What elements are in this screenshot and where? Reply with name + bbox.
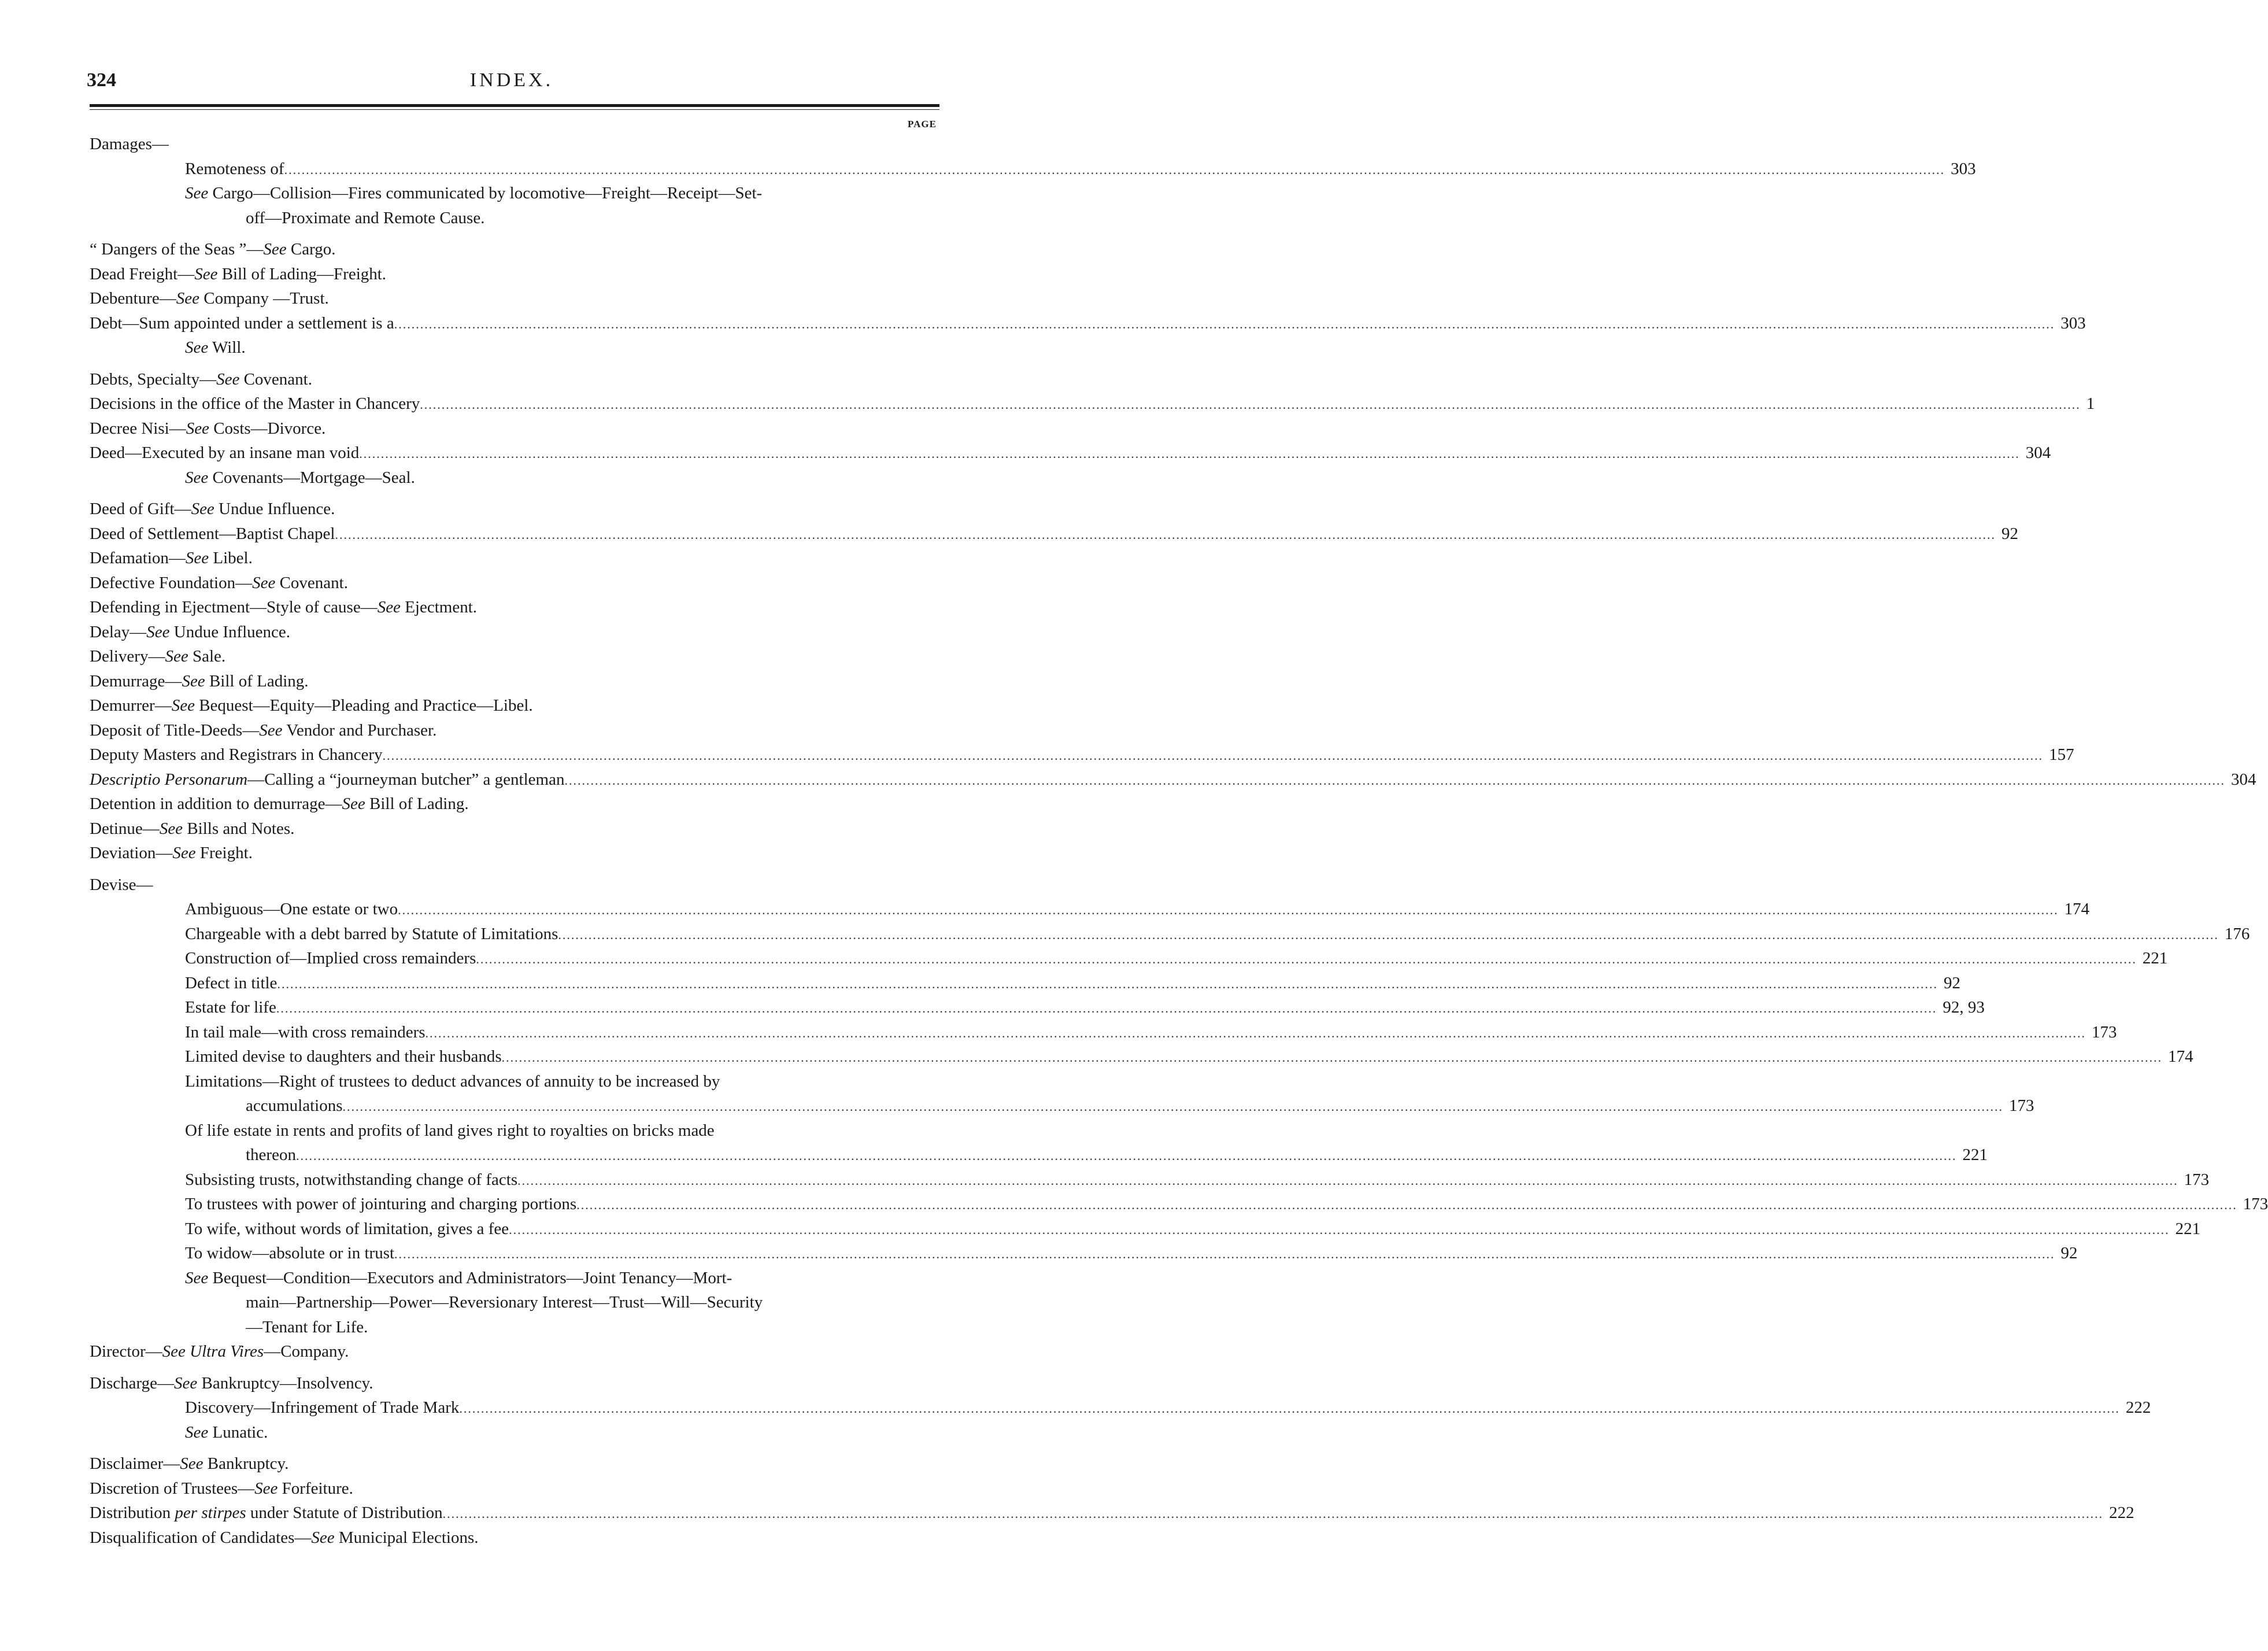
index-entry xyxy=(90,1020,2117,1045)
entry-text: Estate for life xyxy=(185,998,276,1017)
entry-text xyxy=(90,620,290,645)
entry-text xyxy=(90,522,335,546)
entry-text: Remoteness of xyxy=(185,159,284,178)
entry-text: off—Proximate and Remote Cause. xyxy=(246,208,485,227)
index-entry xyxy=(90,1094,2034,1118)
entry-tail: Covenant. xyxy=(275,573,348,592)
entry-text xyxy=(90,311,394,336)
entry-tail: Covenant. xyxy=(239,370,312,389)
index-entry xyxy=(90,286,939,311)
entry-text xyxy=(90,743,383,767)
entry-text: Debts, Specialty— xyxy=(90,370,217,389)
entry-text xyxy=(246,1290,763,1315)
entry-see: See xyxy=(311,1528,335,1547)
index-entry xyxy=(90,571,939,596)
dot-leader xyxy=(335,523,1996,548)
entry-see: See xyxy=(216,370,240,389)
entry-text xyxy=(246,1143,296,1168)
entry-tail: Vendor and Purchaser. xyxy=(282,721,437,740)
entry-see: See xyxy=(185,549,209,567)
entry-text xyxy=(90,841,253,866)
entry-text: Distribution xyxy=(90,1504,175,1522)
entry-text xyxy=(90,1526,478,1550)
index-entries xyxy=(90,132,2268,1550)
index-entry xyxy=(90,644,939,669)
entry-text: Discharge— xyxy=(90,1373,175,1393)
index-entry xyxy=(90,841,939,866)
index-entry xyxy=(90,522,2018,546)
index-entry xyxy=(90,466,939,490)
entry-see: See xyxy=(185,1423,209,1442)
entry-text xyxy=(90,644,225,669)
entry-tail: Bills and Notes. xyxy=(183,819,295,838)
entry-see: See xyxy=(146,622,170,641)
entry-text: Will. xyxy=(208,338,246,357)
index-entry xyxy=(90,1451,939,1476)
index-entry xyxy=(90,206,939,231)
entry-text xyxy=(90,391,420,416)
dot-leader xyxy=(476,947,2137,972)
index-entry xyxy=(90,743,2074,767)
index-entry xyxy=(90,1290,939,1315)
entry-page-ref: 221 xyxy=(1962,1146,1988,1164)
index-entry xyxy=(90,391,2095,416)
header-rule xyxy=(90,104,939,107)
entry-see: See xyxy=(377,598,401,616)
dot-leader xyxy=(398,898,2059,923)
entry-text: To widow—absolute or in trust xyxy=(185,1244,395,1262)
entry-text: Detinue— xyxy=(90,819,160,838)
entry-page-ref: 92, 93 xyxy=(1943,998,1985,1017)
index-entry xyxy=(90,792,939,817)
entry-tail: Bill of Lading. xyxy=(365,795,469,813)
dot-leader xyxy=(277,972,1938,997)
dot-leader xyxy=(394,1242,2055,1267)
entry-see: See xyxy=(342,795,365,813)
entry-page-ref: 173 xyxy=(2009,1096,2034,1115)
entry-text: Limited devise to daughters and their husbands xyxy=(185,1047,502,1066)
entry-text xyxy=(90,595,477,620)
index-entry xyxy=(90,971,1960,996)
entry-see: See xyxy=(176,289,200,308)
index-entry xyxy=(90,897,2090,922)
entry-text: Decisions in the office of the Master in Chancery xyxy=(90,394,420,413)
index-entry xyxy=(90,1501,2134,1526)
entry-text: Defending in Ejectment—Style of cause— xyxy=(90,598,378,616)
dot-leader xyxy=(383,744,2044,769)
index-entry xyxy=(90,1143,1988,1168)
entry-page-ref: 221 xyxy=(2142,949,2168,967)
running-head: INDEX. xyxy=(469,69,554,91)
index-entry xyxy=(90,669,939,694)
entry-text: Discovery—Infringement of Trade Mark xyxy=(185,1398,460,1417)
entry-text: Subsisting trusts, notwithstanding change of facts xyxy=(185,1170,518,1189)
entry-tail-italic: Ultra Vires xyxy=(185,1342,264,1361)
entry-text xyxy=(90,767,564,792)
index-entry xyxy=(90,416,939,441)
entry-text: thereon xyxy=(246,1146,296,1164)
entry-italic-lead: Descriptio Personarum xyxy=(90,770,248,789)
entry-page-ref: 304 xyxy=(2025,444,2051,462)
index-entry xyxy=(90,922,2250,947)
index-entry xyxy=(90,1339,939,1364)
dot-leader xyxy=(284,158,1945,183)
dot-leader xyxy=(296,1144,1957,1169)
entry-page-ref: 92 xyxy=(2060,1244,2078,1262)
entry-text xyxy=(185,995,276,1020)
entry-text: Defective Foundation— xyxy=(90,573,253,592)
entry-text: —Calling a “journeyman butcher” a gentleman xyxy=(247,770,565,789)
entry-see: See xyxy=(162,1342,186,1361)
dot-leader xyxy=(509,1218,2170,1243)
dot-leader xyxy=(564,769,2225,793)
entry-text: In tail male—with cross remainders xyxy=(185,1022,426,1041)
index-entry xyxy=(90,497,939,522)
index-entry xyxy=(90,441,2051,466)
entry-text: Dead Freight— xyxy=(90,264,195,283)
dot-leader xyxy=(517,1169,2178,1194)
entry-tail: Bequest—Equity—Pleading and Practice—Libel. xyxy=(194,696,533,715)
entry-text xyxy=(90,262,386,287)
entry-text xyxy=(246,206,484,231)
entry-page-ref: 174 xyxy=(2168,1047,2193,1066)
entry-text: accumulations xyxy=(246,1096,343,1115)
entry-text xyxy=(185,971,277,996)
dot-leader xyxy=(343,1095,2004,1120)
entry-text xyxy=(185,1192,576,1217)
dot-leader xyxy=(426,1021,2086,1046)
entry-text xyxy=(185,1020,426,1045)
entry-page-ref: 222 xyxy=(2109,1504,2134,1522)
index-entry xyxy=(90,335,939,360)
entry-page-ref: 173 xyxy=(2092,1022,2117,1041)
entry-text: Defamation— xyxy=(90,549,186,567)
entry-page-ref: 173 xyxy=(2184,1170,2210,1189)
dot-leader xyxy=(276,996,1937,1021)
entry-see: See xyxy=(159,819,183,838)
entry-see: See xyxy=(185,338,209,357)
entry-text xyxy=(246,1094,343,1118)
entry-text xyxy=(90,367,312,392)
entry-text: Damages— xyxy=(90,135,169,153)
index-entry xyxy=(90,1371,939,1396)
entry-see: See xyxy=(252,573,276,592)
entry-text xyxy=(185,897,398,922)
entry-see: See xyxy=(194,264,218,283)
entry-text: Deviation— xyxy=(90,844,173,862)
entry-page-ref: 1 xyxy=(2086,394,2095,413)
entry-text: Covenants—Mortgage—Seal. xyxy=(208,468,415,487)
entry-tail: under Statute of Distribution xyxy=(246,1504,443,1522)
entry-page-ref: 303 xyxy=(2060,313,2086,333)
entry-see: See xyxy=(174,1373,198,1393)
entry-text xyxy=(185,1420,268,1445)
entry-tail: Costs—Divorce. xyxy=(209,419,326,438)
entry-text xyxy=(90,1371,373,1396)
entry-text: Director— xyxy=(90,1342,162,1361)
entry-text xyxy=(185,946,476,971)
entry-text xyxy=(185,1069,720,1094)
index-entry xyxy=(90,1044,2193,1069)
entry-tail: Municipal Elections. xyxy=(334,1528,479,1547)
index-entry xyxy=(90,873,939,897)
entry-see: See xyxy=(171,696,195,715)
entry-text xyxy=(90,1451,288,1476)
index-entry xyxy=(90,995,1985,1020)
entry-text xyxy=(90,1501,443,1526)
entry-text: Construction of—Implied cross remainders xyxy=(185,949,476,967)
entry-text: Demurrer— xyxy=(90,696,172,715)
entry-see: See xyxy=(182,671,205,690)
entry-text xyxy=(90,416,325,441)
entry-page-ref: 222 xyxy=(2125,1398,2151,1417)
dot-leader xyxy=(459,1397,2120,1421)
entry-text: Deputy Masters and Registrars in Chancery xyxy=(90,745,383,764)
entry-page-ref: 174 xyxy=(2064,900,2090,918)
index-entry xyxy=(90,181,939,206)
index-entry xyxy=(90,262,939,287)
entry-text: Decree Nisi— xyxy=(90,419,186,438)
dot-leader xyxy=(558,923,2219,948)
entry-page-ref: 176 xyxy=(2224,924,2250,943)
entry-text: Chargeable with a debt barred by Statute of Limitations xyxy=(185,924,558,943)
index-entry xyxy=(90,1217,2201,1242)
dot-leader xyxy=(502,1046,2163,1070)
index-entry xyxy=(90,1241,2078,1266)
entry-text xyxy=(185,922,558,947)
index-entry xyxy=(90,620,939,645)
entry-text xyxy=(90,873,153,897)
entry-tail: Bill of Lading. xyxy=(205,671,309,690)
index-entry xyxy=(90,1420,939,1445)
entry-tail: Freight. xyxy=(195,844,253,862)
entry-text: Ambiguous—One estate or two xyxy=(185,900,398,918)
entry-tail: Bill of Lading—Freight. xyxy=(217,264,387,283)
entry-text: Debenture— xyxy=(90,289,176,308)
entry-text: Detention in addition to demurrage— xyxy=(90,795,342,813)
entry-see: See xyxy=(185,468,209,487)
entry-tail: Forfeiture. xyxy=(278,1479,353,1498)
entry-text xyxy=(90,693,533,718)
entry-tail: Cargo. xyxy=(286,240,336,258)
entry-text xyxy=(90,237,335,262)
entry-text xyxy=(185,1044,502,1069)
index-entry xyxy=(90,1315,939,1340)
index-entry xyxy=(90,1266,939,1291)
entry-text: Disqualification of Candidates— xyxy=(90,1528,312,1547)
entry-text xyxy=(90,1339,349,1364)
entry-text: Demurrage— xyxy=(90,671,182,690)
entry-text xyxy=(90,441,359,466)
entry-text: Delivery— xyxy=(90,647,165,666)
entry-text xyxy=(90,571,348,596)
dot-leader xyxy=(443,1502,2104,1527)
page-number: 324 xyxy=(87,69,116,91)
entry-page-ref: 303 xyxy=(1951,159,1976,178)
entry-text xyxy=(90,497,335,522)
entry-text xyxy=(185,335,246,360)
entry-text: Defect in title xyxy=(185,973,278,992)
index-entry xyxy=(90,595,939,620)
index-entry xyxy=(90,1395,2151,1420)
entry-text: To wife, without words of limitation, gives a fee xyxy=(185,1219,509,1238)
entry-text xyxy=(185,181,762,206)
entry-text xyxy=(185,1168,517,1192)
entry-text xyxy=(185,1266,732,1291)
index-entry xyxy=(90,718,939,743)
dot-leader xyxy=(420,393,2081,418)
entry-text: Bequest—Condition—Executors and Administrators—Joint Tenancy—Mort- xyxy=(208,1268,732,1287)
entry-tail: Libel. xyxy=(209,549,253,567)
entry-tail: Undue Influence. xyxy=(214,500,335,518)
entry-text xyxy=(90,1476,353,1501)
page-header xyxy=(87,69,937,98)
entry-see: See xyxy=(180,1454,204,1473)
index-entry xyxy=(90,157,1976,182)
dot-leader xyxy=(576,1193,2237,1218)
entry-see: See xyxy=(185,1268,209,1287)
index-entry xyxy=(90,546,939,571)
index-entry xyxy=(90,946,2168,971)
entry-text: “ Dangers of the Seas ”— xyxy=(90,240,264,258)
entry-text: —Tenant for Life. xyxy=(246,1317,368,1336)
index-entry xyxy=(90,1168,2210,1192)
entry-tail: Sale. xyxy=(188,647,226,666)
entry-text xyxy=(185,466,415,490)
entry-text xyxy=(185,1395,459,1420)
index-entry xyxy=(90,1476,939,1501)
entry-text xyxy=(90,546,253,571)
entry-text: Deed—Executed by an insane man void xyxy=(90,444,360,462)
dot-leader xyxy=(394,312,2055,337)
entry-page-ref: 173 xyxy=(2243,1195,2268,1213)
entry-see: See xyxy=(165,647,188,666)
entry-text xyxy=(90,792,469,817)
entry-text xyxy=(185,1118,715,1143)
entry-see: See xyxy=(263,240,287,258)
entry-text: Delay— xyxy=(90,622,147,641)
entry-text xyxy=(90,817,294,841)
index-entry xyxy=(90,1118,939,1143)
index-entry xyxy=(90,693,939,718)
entry-text xyxy=(185,157,284,182)
entry-text: Discretion of Trustees— xyxy=(90,1479,255,1498)
entry-text: Deed of Settlement—Baptist Chapel xyxy=(90,524,335,543)
entry-see: See xyxy=(172,844,196,862)
index-entry xyxy=(90,1526,939,1550)
entry-see: See xyxy=(259,721,283,740)
entry-text: Deposit of Title-Deeds— xyxy=(90,721,260,740)
index-entry xyxy=(90,1069,939,1094)
entry-text xyxy=(185,1241,394,1266)
entry-text: Limitations—Right of trustees to deduct advances of annuity to be increased by xyxy=(185,1072,720,1091)
entry-text: Lunatic. xyxy=(208,1423,268,1442)
index-entry xyxy=(90,367,939,392)
entry-text xyxy=(90,718,436,743)
entry-text xyxy=(246,1315,368,1340)
entry-text: To trustees with power of jointuring and charging portions xyxy=(185,1195,577,1213)
dot-leader xyxy=(359,442,2020,467)
entry-tail: Bankruptcy—Insolvency. xyxy=(197,1373,373,1393)
entry-tail: Ejectment. xyxy=(400,598,477,616)
entry-see: See xyxy=(191,500,214,518)
entry-page-ref: 304 xyxy=(2230,770,2256,789)
entry-text xyxy=(185,1217,509,1242)
index-entry xyxy=(90,237,939,262)
index-entry xyxy=(90,1192,2268,1217)
index-entry xyxy=(90,817,939,841)
entry-tail: Undue Influence. xyxy=(169,622,291,641)
index-entry xyxy=(90,132,939,157)
header-rule-thin xyxy=(90,109,939,110)
entry-text: Cargo—Collision—Fires communicated by locomotive—Freight—Receipt—Set- xyxy=(208,184,763,202)
entry-text: Disclaimer— xyxy=(90,1454,180,1473)
entry-text xyxy=(90,669,309,694)
entry-text: Of life estate in rents and profits of land gives right to royalties on bricks made xyxy=(185,1121,715,1140)
entry-text: Devise— xyxy=(90,875,153,894)
index-entry xyxy=(90,311,2086,336)
entry-page-ref: 221 xyxy=(2175,1219,2201,1238)
entry-see: See xyxy=(254,1479,278,1498)
entry-text xyxy=(90,286,329,311)
index-entry xyxy=(90,767,2256,792)
entry-page-ref: 92 xyxy=(2001,524,2018,543)
page-column-label: PAGE xyxy=(908,119,937,130)
entry-text xyxy=(90,132,169,157)
entry-page-ref: 157 xyxy=(2049,745,2074,764)
entry-see: See xyxy=(185,184,209,202)
entry-tail: Bankruptcy. xyxy=(203,1454,289,1473)
entry-tail: Company —Trust. xyxy=(199,289,329,308)
entry-text: Debt—Sum appointed under a settlement is a xyxy=(90,313,394,333)
entry-tail: —Company. xyxy=(264,1342,349,1361)
entry-text: Deed of Gift— xyxy=(90,500,191,518)
entry-text: main—Partnership—Power—Reversionary Interest—Trust—Will—Security xyxy=(246,1293,763,1312)
entry-see: See xyxy=(186,419,209,438)
entry-page-ref: 92 xyxy=(1943,973,1960,992)
entry-italic-mid: per stirpes xyxy=(175,1504,246,1522)
